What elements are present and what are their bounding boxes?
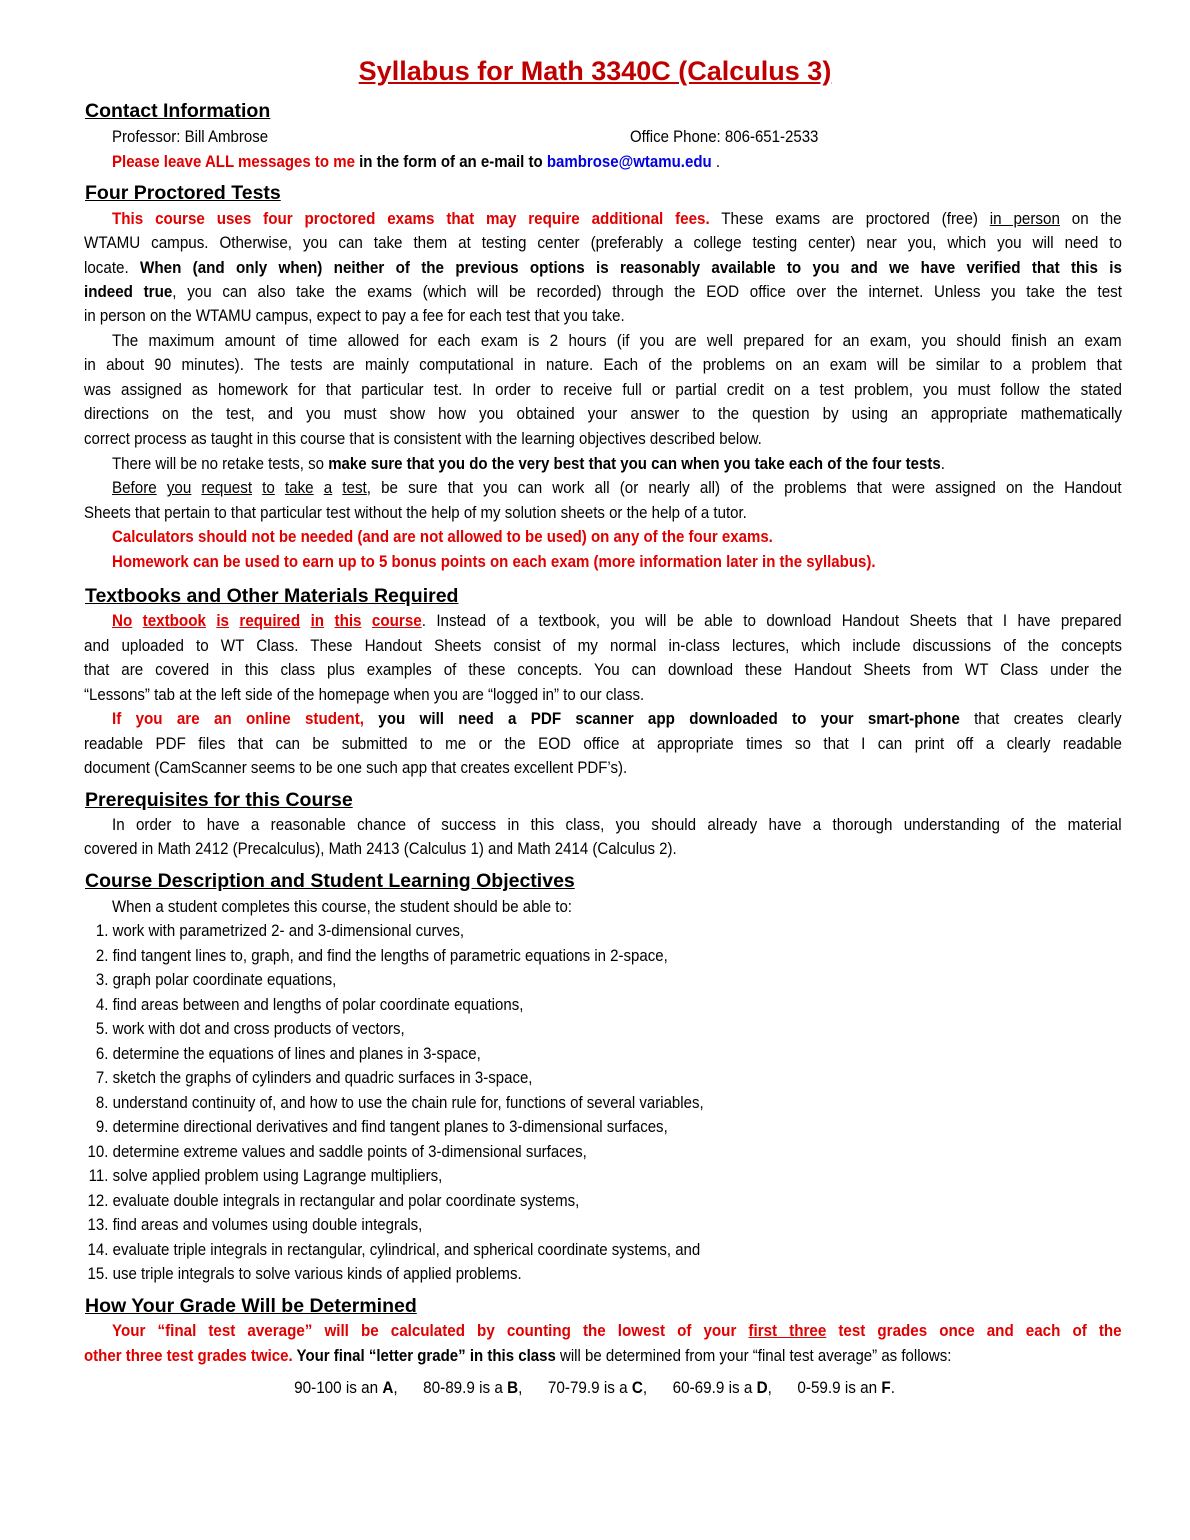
- objective-text: evaluate double integrals in rectangular and polar coordinate systems,: [108, 1190, 580, 1210]
- grade-letter: A: [382, 1378, 394, 1397]
- retake-note: There will be no retake tests, so make sure that you do the very best that you can when you take each of the four tests.: [112, 454, 945, 473]
- objective-text: use triple integrals to solve various kinds of applied problems.: [108, 1264, 522, 1283]
- objective-number: 13.: [87, 1215, 109, 1234]
- grade-heading: How Your Grade Will be Determined: [85, 1295, 417, 1317]
- objective-text: find tangent lines to, graph, and find the lengths of parametric equations in 2-space,: [108, 945, 668, 965]
- grade-line: other three test grades twice. Your final “letter grade” in this class will be determined from your “final test average” as follows:: [84, 1346, 952, 1365]
- objective-number: 7.: [95, 1068, 109, 1087]
- objective-text: evaluate triple integrals in rectangular, cylindrical, and spherical coordinate systems, and: [108, 1239, 701, 1259]
- request-test-note: Before you request to take a test, be sure that you can work all (or nearly all) of the problems that were assigned on the Handout: [112, 478, 1122, 497]
- grade-letter: D: [757, 1378, 769, 1397]
- textbooks-line: that are covered in this class plus examples of these concepts. You can download these Handout Sheets from WT Class under the: [84, 660, 1122, 679]
- online-student-line: readable PDF files that can be submitted to me or the EOD office at appropriate times so that I can print off a clearly readable: [84, 734, 1122, 753]
- objective-item: [84, 1215, 422, 1235]
- prereq-line: In order to have a reasonable chance of success in this class, you should already have a thorough understanding of the material: [112, 815, 1122, 834]
- objective-text: understand continuity of, and how to use the chain rule for, functions of several variables,: [108, 1092, 704, 1112]
- objective-item: [84, 946, 668, 966]
- grade-letter: B: [507, 1378, 519, 1397]
- objective-number: 4.: [95, 994, 109, 1014]
- objective-number: 14.: [87, 1239, 109, 1259]
- objective-text: find areas between and lengths of polar coordinate equations,: [108, 994, 524, 1014]
- objective-item: [84, 1117, 668, 1137]
- tests-paragraph-line: in about 90 minutes). The tests are mainly computational in nature. Each of the problems on an exam will be similar to a problem that: [84, 355, 1122, 374]
- objective-text: work with parametrized 2- and 3-dimensional curves,: [108, 921, 465, 940]
- tests-paragraph-line: This course uses four proctored exams that may require additional fees. These exams are proctored (free) in person on the: [112, 209, 1122, 228]
- objective-number: 6.: [95, 1043, 109, 1063]
- tests-paragraph-line: locate. When (and only when) neither of the previous options is reasonably available to you and we have verified that this is: [84, 258, 1122, 277]
- grade-range: 80-89.9 is a B,: [423, 1378, 549, 1397]
- contact-heading: Contact Information: [85, 100, 271, 122]
- objective-text: find areas and volumes using double integrals,: [108, 1215, 423, 1234]
- grade-line: Your “final test average” will be calculated by counting the lowest of your first three test grades once and each of the: [112, 1321, 1122, 1340]
- objective-text: determine the equations of lines and planes in 3-space,: [108, 1043, 481, 1063]
- objective-item: [84, 1191, 579, 1211]
- textbooks-heading: Textbooks and Other Materials Required: [85, 585, 459, 607]
- homework-bonus-note: Homework can be used to earn up to 5 bonus points on each exam (more information later in the syllabus).: [112, 552, 876, 571]
- tests-paragraph-line: was assigned as homework for that particular test. In order to receive full or partial credit on a test problem, you must follow the stated: [84, 380, 1122, 399]
- grade-range: 60-69.9 is a D,: [673, 1378, 798, 1397]
- tests-heading: Four Proctored Tests: [85, 182, 281, 204]
- objective-number: 12.: [87, 1190, 109, 1210]
- online-student-line: If you are an online student, you will need a PDF scanner app downloaded to your smart-phone that creates clearly: [112, 709, 1122, 728]
- grade-range: 90-100 is an A,: [294, 1378, 424, 1397]
- objective-item: [84, 1068, 532, 1088]
- objective-text: sketch the graphs of cylinders and quadric surfaces in 3-space,: [108, 1068, 533, 1087]
- objective-number: 15.: [87, 1264, 109, 1283]
- grade-letter: C: [632, 1378, 644, 1397]
- prereq-line: covered in Math 2412 (Precalculus), Math 2413 (Calculus 1) and Math 2414 (Calculus 2).: [84, 839, 677, 858]
- objective-number: 5.: [95, 1019, 109, 1038]
- textbooks-line: No textbook is required in this course. Instead of a textbook, you will be able to download Handout Sheets that I have prepared: [112, 611, 1122, 630]
- tests-paragraph-line: correct process as taught in this course that is consistent with the learning objectives described below.: [84, 429, 762, 448]
- objective-text: determine extreme values and saddle points of 3-dimensional surfaces,: [108, 1141, 587, 1161]
- tests-paragraph-line: indeed true, you can also take the exams (which will be recorded) through the EOD office over the internet. Unless you take the test: [84, 282, 1122, 301]
- objective-item: [84, 1044, 481, 1064]
- tests-paragraph-line: directions on the test, and you must show how you obtained your answer to the question by using an appropriate mathematically: [84, 404, 1122, 423]
- tests-paragraph-line: WTAMU campus. Otherwise, you can take them at testing center (preferably a college testing center) near you, which you will need to: [84, 233, 1122, 252]
- objective-number: 10.: [87, 1141, 109, 1161]
- page-title: Syllabus for Math 3340C (Calculus 3): [358, 56, 832, 86]
- grade-range: 0-59.9 is an F.: [797, 1378, 896, 1397]
- request-test-note-cont: Sheets that pertain to that particular test without the help of my solution sheets or the help of a tutor.: [84, 503, 747, 522]
- email-link[interactable]: bambrose@wtamu.edu: [546, 152, 712, 171]
- objective-item: [84, 921, 464, 941]
- objective-item: [84, 970, 336, 990]
- objective-number: 11.: [88, 1166, 109, 1185]
- objective-item: [84, 1019, 405, 1039]
- objective-number: 1.: [95, 921, 109, 940]
- objective-item: [84, 995, 523, 1015]
- objective-text: determine directional derivatives and find tangent planes to 3-dimensional surfaces,: [108, 1117, 668, 1136]
- objectives-heading: Course Description and Student Learning Objectives: [85, 870, 575, 892]
- objective-item: [84, 1166, 442, 1186]
- grade-letter: F: [881, 1378, 892, 1397]
- objective-number: 9.: [95, 1117, 109, 1136]
- objective-number: 2.: [95, 945, 109, 965]
- online-student-line: document (CamScanner seems to be one such app that creates excellent PDF’s).: [84, 758, 628, 777]
- office-phone: Office Phone: 806-651-2533: [630, 127, 819, 146]
- tests-paragraph-line: in person on the WTAMU campus, expect to pay a fee for each test that you take.: [84, 306, 625, 325]
- objective-number: 8.: [95, 1092, 109, 1112]
- objectives-intro: When a student completes this course, the student should be able to:: [112, 897, 572, 916]
- professor-name: Professor: Bill Ambrose: [112, 127, 269, 146]
- textbooks-line: “Lessons” tab at the left side of the homepage when you are “logged in” to our class.: [84, 685, 645, 704]
- objective-number: 3.: [95, 970, 109, 989]
- tests-paragraph-line: The maximum amount of time allowed for each exam is 2 hours (if you are well prepared for an exam, you should finish an exam: [112, 331, 1122, 350]
- prereq-heading: Prerequisites for this Course: [85, 789, 353, 811]
- objective-item: [84, 1093, 704, 1113]
- objective-text: work with dot and cross products of vectors,: [108, 1019, 405, 1038]
- contact-message: Please leave ALL messages to me in the form of an e-mail to bambrose@wtamu.edu .: [112, 152, 721, 171]
- grade-range: 70-79.9 is a C,: [548, 1378, 674, 1397]
- grade-scale: [0, 1378, 1190, 1398]
- textbooks-line: and uploaded to WT Class. These Handout Sheets consist of my normal in-class lectures, which include discussions of the concepts: [84, 636, 1122, 655]
- calculator-note: Calculators should not be needed (and are not allowed to be used) on any of the four exams.: [112, 527, 773, 546]
- objective-item: [84, 1240, 700, 1260]
- objective-text: solve applied problem using Lagrange multipliers,: [108, 1166, 443, 1185]
- objective-text: graph polar coordinate equations,: [108, 970, 337, 989]
- objective-item: [84, 1264, 522, 1284]
- objective-item: [84, 1142, 587, 1162]
